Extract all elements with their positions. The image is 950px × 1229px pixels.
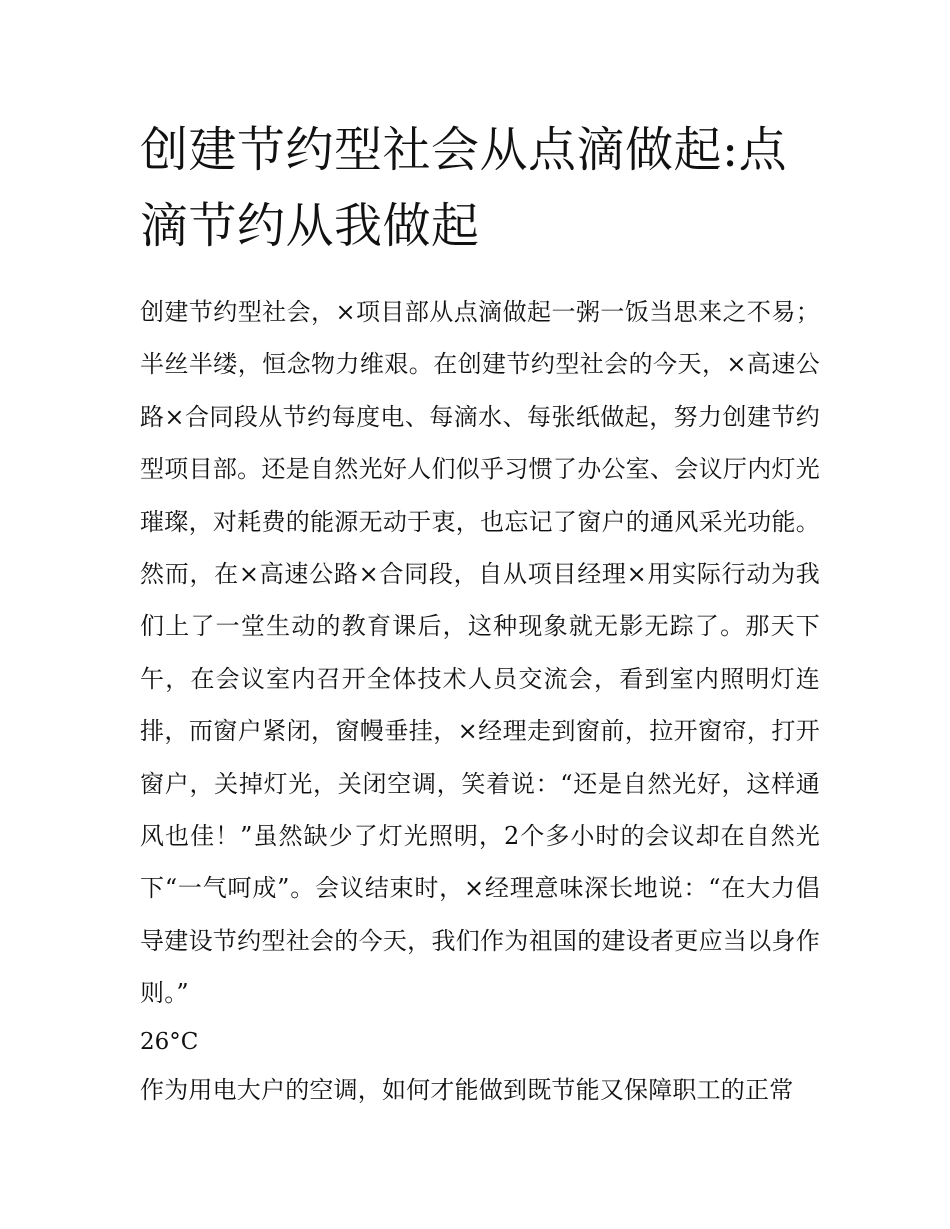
body-paragraph: 创建节约型社会，×项目部从点滴做起一粥一饭当思来之不易；半丝半缕，恒念物力维艰。在创建节约型社会的今天，×高速公路×合同段从节约每度电、每滴水、每张纸做起，努力创建节约型项目部。还是自然光好人们似乎习惯了办公室、会议厅内灯光璀璨，对耗费的能源无动于衷，也忘记了窗户的通风采光功能。然而，在×高速公路×合同段，自从项目经理×用实际行动为我们上了一堂生动的教育课后，这种现象就无影无踪了。那天下午，在会议室内召开全体技术人员交流会，看到室内照明灯连排，而窗户紧闭，窗幔垂挂，×经理走到窗前，拉开窗帘，打开窗户，关掉灯光，关闭空调，笑着说：“还是自然光好，这样通风也佳！”虽然缺少了灯光照明，2个多小时的会议却在自然光下“一气呵成”。会议结束时，×经理意味深长地说：“在大力倡导建设节约型社会的今天，我们作为祖国的建设者更应当以身作则。” [140, 298, 820, 1008]
document-page [140, 112, 820, 1116]
section-heading: 26°C [140, 1028, 199, 1055]
trailing-paragraph: 作为用电大户的空调，如何才能做到既节能又保障职工的正常 [140, 1075, 794, 1104]
document-title: 创建节约型社会从点滴做起:点滴节约从我做起 [140, 122, 788, 254]
document-body [140, 286, 820, 1116]
